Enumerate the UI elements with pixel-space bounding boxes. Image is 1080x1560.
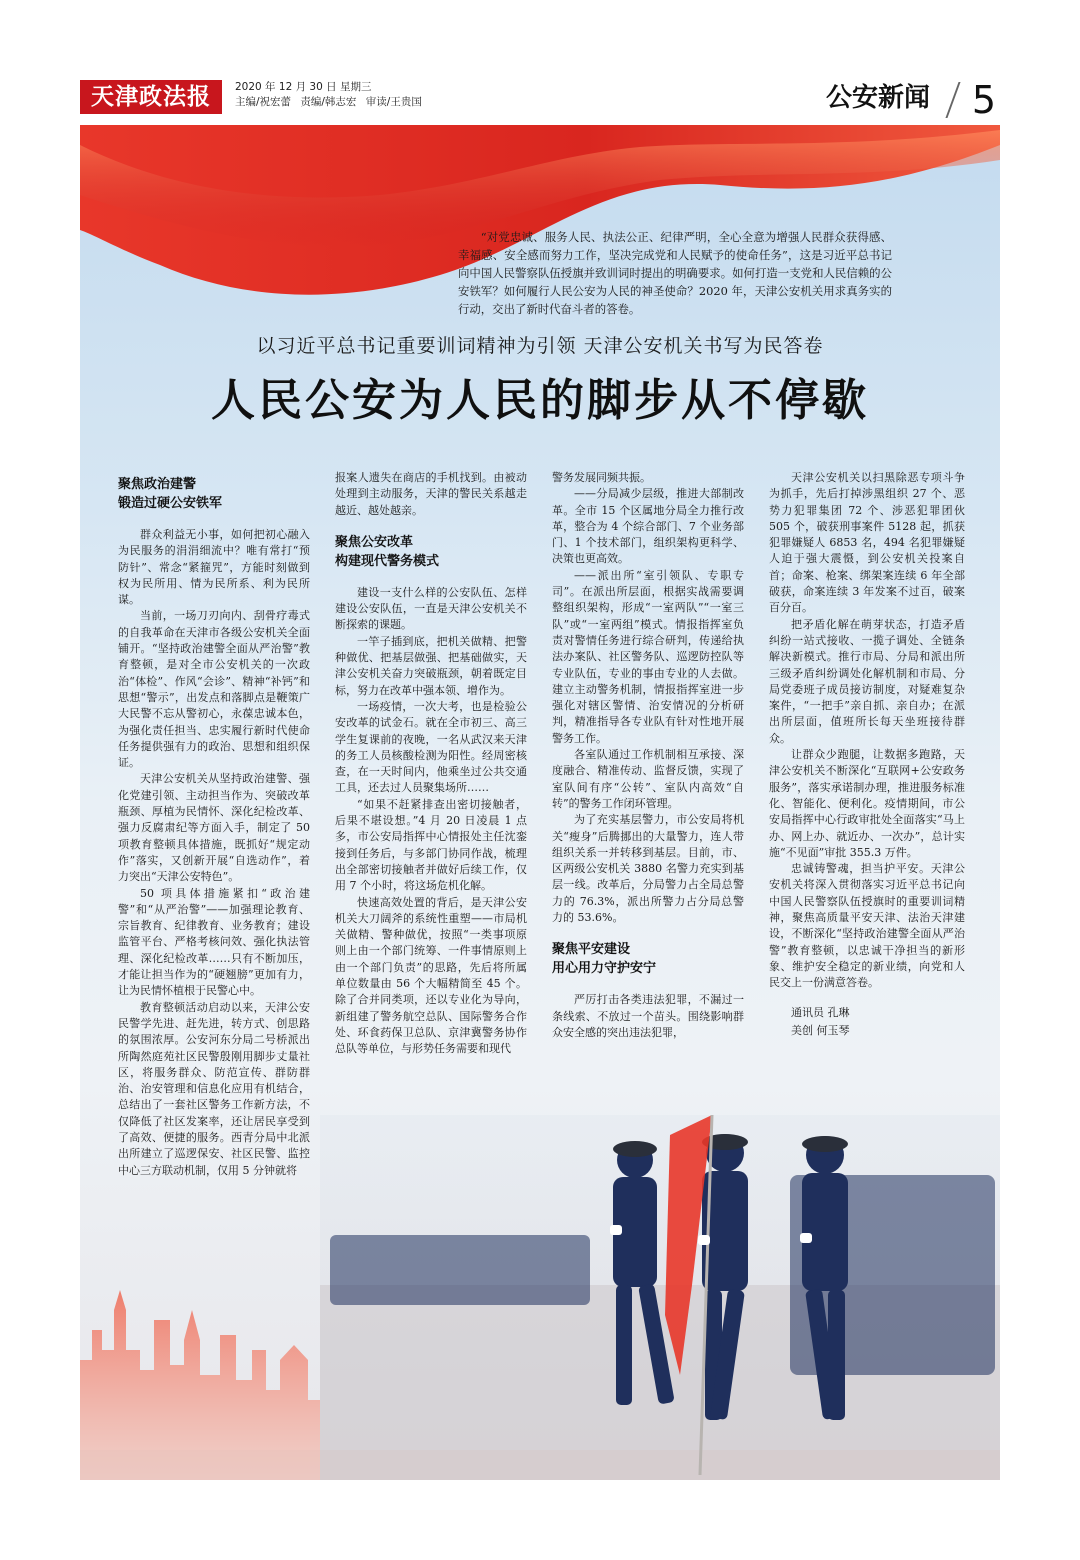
feature-panel: [80, 125, 1000, 1480]
police-honor-guard-photo: [320, 1115, 1000, 1480]
subheading-safety: [552, 940, 744, 978]
byline-reporter: 通讯员 孔琳: [791, 1005, 850, 1019]
article-column-4: [769, 470, 965, 1040]
paragraph: 一场疫情，一次大考，也是检验公安改革的试金石。就在全市初三、高三学生复课前的夜晚，一名从武汉来天津的务工人员核酸检测为阳性。经周密核查，在一天时间内，他乘坐过公共交通工具，还去过人员聚集场所……: [335, 699, 527, 795]
paragraph: 为了充实基层警力，市公安局将机关“瘦身”后腾挪出的大量警力，连人带组织关系一并转移到基层。目前，市、区两级公安机关 3880 名警力充实到基层一线。改革后，分局警力占全局总警力的 76.3%，派出所警力占分局总警力的 53.6%。: [552, 813, 744, 925]
paragraph: 天津公安机关从坚持政治建警、强化党建引领、主动担当作为、突破改革瓶颈、厚植为民情怀、深化纪检改革、强力反腐肃纪等方面入手，制定了 50 项教育整顿具体措施，既抓好“规定动作”落实，又创新开展“自选动作”，着力突出“天津公安特色”。: [118, 772, 310, 884]
article-column-2: [335, 470, 527, 1058]
paragraph: 警务发展同频共振。: [552, 471, 651, 484]
section-divider: [945, 82, 960, 118]
paragraph: 当前，一场刀刃向内、刮骨疗毒式的自我革命在天津市各级公安机关全面铺开。“坚持政治建警全面从严治警”教育整顿，是对全市公安机关的一次政治“体检”、作风“会诊”、精神“补钙”和思想“警示”，出发点和落脚点是鞭策广大民警不忘从警初心，永葆忠诚本色，为强化责任担当、忠实履行新时代使命任务提供强有力的政治、思想和组织保证。: [118, 609, 310, 770]
paragraph: 把矛盾化解在萌芽状态，打造矛盾纠纷一站式接收、一揽子调处、全链条解决新模式。推行市局、分局和派出所三级矛盾纠纷调处化解机制和市局、分局党委班子成员接访制度，对疑难复杂案件，“一把手”亲自抓、亲自办；在派出所层面，值班所长每天坐班接待群众。: [769, 617, 965, 745]
paragraph: 群众利益无小事，如何把初心融入为民服务的涓涓细流中？唯有常打“预防针”、常念“紧箍咒”，方能时刻做到权为民所用、情为民所系、利为民所谋。: [118, 528, 310, 607]
paragraph: “如果不赶紧排查出密切接触者，后果不堪设想。”4 月 20 日凌晨 1 点多，市公安局指挥中心情报处主任沈銮接到任务后，与多部门协同作战，梳理出全部密切接触者并做好后续工作，仅用 7 个小时，将这场危机化解。: [335, 797, 527, 893]
paragraph: 报案人遗失在商店的手机找到。由被动处理到主动服务，天津的警民关系越走越近、越处越亲。: [335, 471, 527, 517]
staff-credits: [235, 95, 428, 110]
article-column-3: [552, 470, 744, 1041]
section-title: 公安新闻: [825, 83, 930, 113]
byline-designer: 美创 何玉琴: [791, 1023, 850, 1037]
page-number: 5: [971, 78, 996, 122]
subheading-line: 用心用力守护安宁: [552, 961, 657, 977]
paragraph: 一竿子插到底，把机关做精、把警种做优、把基层做强、把基础做实，天津公安机关奋力突破瓶颈，朝着既定目标，努力在改革中强本领、增作为。: [335, 634, 527, 697]
paragraph: 让群众少跑腿，让数据多跑路，天津公安机关不断深化“互联网+公安政务服务”，落实承诺制办理，推进服务标准化、智能化、便利化。疫情期间，市公安局指挥中心行政审批处全面落实“马上办、网上办、就近办、一次办”，总计实施“不见面”审批 355.3 万件。: [769, 748, 965, 859]
paragraph: 各室队通过工作机制相互承接、深度融合、精准传动、监督反馈，实现了室队间有序“公转”、室队内高效“自转”的警务工作闭环管理。: [552, 748, 744, 810]
masthead: [80, 78, 1000, 122]
subheading-reform: [335, 533, 527, 571]
subheading-line: 锻造过硬公安铁军: [118, 496, 223, 511]
paragraph: ——派出所“室引领队、专职专司”。在派出所层面，根据实战需要调整组织架构，形成“一室两队”“一室三队”或“一室两组”模式。情报指挥室负责对警情任务进行综合研判，传递给执法办案队、社区警务队、巡逻防控队等专业队伍，专业的事由专业的人去做。建立主动警务机制，情报指挥室进一步强化对辖区警情、治安情况的分析研判，精准指导各专业队有针对性地开展警务工作。: [552, 568, 744, 745]
subheading-line: 聚焦政治建警: [118, 477, 197, 492]
paragraph: 教育整顿活动启动以来，天津公安民警学先进、赶先进，转方式、创思路的氛围浓厚。公安河东分局二号桥派出所陶然庭苑社区民警殷刚用脚步丈量社区，将服务群众、防范宣传、群防群治、治安管理和信息化应用有机结合，总结出了一套社区警务工作新方法，不仅降低了社区发案率，还让居民享受到了高效、便捷的服务。西青分局中北派出所建立了巡逻保安、社区民警、监控中心三方联动机制，仅用 5 分钟就将: [118, 1000, 310, 1177]
proofreader: 审读/王贵国: [365, 96, 422, 108]
paragraph: 忠诚铸警魂，担当护平安。天津公安机关将深入贯彻落实习近平总书记向中国人民警察队伍授旗时的重要训词精神，聚焦高质量平安天津、法治天津建设，不断深化“坚持政治建警全面从严治警”教育整顿，以忠诚干净担当的新形象、维护安全稳定的新业绩，向党和人民交上一份满意答卷。: [769, 862, 965, 990]
paragraph: 天津公安机关以扫黑除恶专项斗争为抓手，先后打掉涉黑组织 27 个、恶势力犯罪集团 72 个、涉恶犯罪团伙 505 个，破获刑事案件 5128 起，抓获犯罪嫌疑人 6853 名，494 名犯罪嫌疑人迫于强大震慑，到公安机关投案自首；命案、枪案、绑架案连续 6 年全部破获，命案连续 3 年发案不过百，破案百分百。: [769, 471, 965, 615]
article-column-1: [118, 475, 310, 1179]
responsible-editor: 责编/韩志宏: [300, 96, 357, 108]
subheading-political: [118, 475, 310, 513]
subheading-line: 聚焦公安改革: [335, 534, 414, 550]
subheading-line: 聚焦平安建设: [552, 942, 631, 958]
paragraph: 严厉打击各类违法犯罪，不漏过一条线索、不放过一个苗头。围绕影响群众安全感的突出违法犯罪，: [552, 993, 744, 1039]
paragraph: 快速高效处置的背后，是天津公安机关大刀阔斧的系统性重塑——市局机关做精、警种做优，按照“一类事项原则上由一个部门统筹、一件事情原则上由一个部门负责”的思路，先后将所属单位数量由 56 个大幅精简至 45 个。除了合并同类项，还以专业化为导向，新组建了警务航空总队、国际警务合作处、环食药保卫总队、京津冀警务协作总队等单位，与形势任务需要和现代: [335, 895, 527, 1056]
newspaper-logo: 天津政法报: [80, 80, 222, 114]
paragraph: ——分局减少层级，推进大部制改革。全市 15 个区属地分局全力推行改革，整合为 4 个综合部门、7 个业务部门、1 个技术部门，组织架构更科学、决策也更高效。: [552, 487, 744, 566]
editor-in-chief: 主编/祝宏蕾: [235, 96, 292, 108]
main-headline: 人民公安为人民的脚步从不停歇: [211, 375, 869, 426]
issue-date: 2020 年 12 月 30 日 星期三: [235, 81, 372, 93]
paragraph: 50 项具体措施紧扣“政治建警”和“从严治警”——加强理论教育、宗旨教育、纪律教育、业务教育；建设监管平台、严格考核问效、强化执法管理、深化纪检改革……只有不断加压，才能让担当作为的“硬翘膀”更加有力，让为民情怀植根于民警心中。: [118, 886, 310, 998]
intro-paragraph: “对党忠诚、服务人民、执法公正、纪律严明，全心全意为增强人民群众获得感、幸福感、安全感而努力工作，坚决完成党和人民赋予的使命任务”，这是习近平总书记向中国人民警察队伍授旗并致训词时提出的明确要求。如何打造一支党和人民信赖的公安铁军？如何履行人民公安为人民的神圣使命？2020 年，天津公安机关用求真务实的行动，交出了新时代奋斗者的答卷。: [458, 230, 892, 317]
kicker-headline: 以习近平总书记重要训词精神为引领 天津公安机关书写为民答卷: [256, 335, 824, 357]
paragraph: 建设一支什么样的公安队伍、怎样建设公安队伍，一直是天津公安机关不断探索的课题。: [335, 585, 527, 632]
issue-meta: [235, 80, 428, 110]
subheading-line: 构建现代警务模式: [335, 553, 440, 569]
